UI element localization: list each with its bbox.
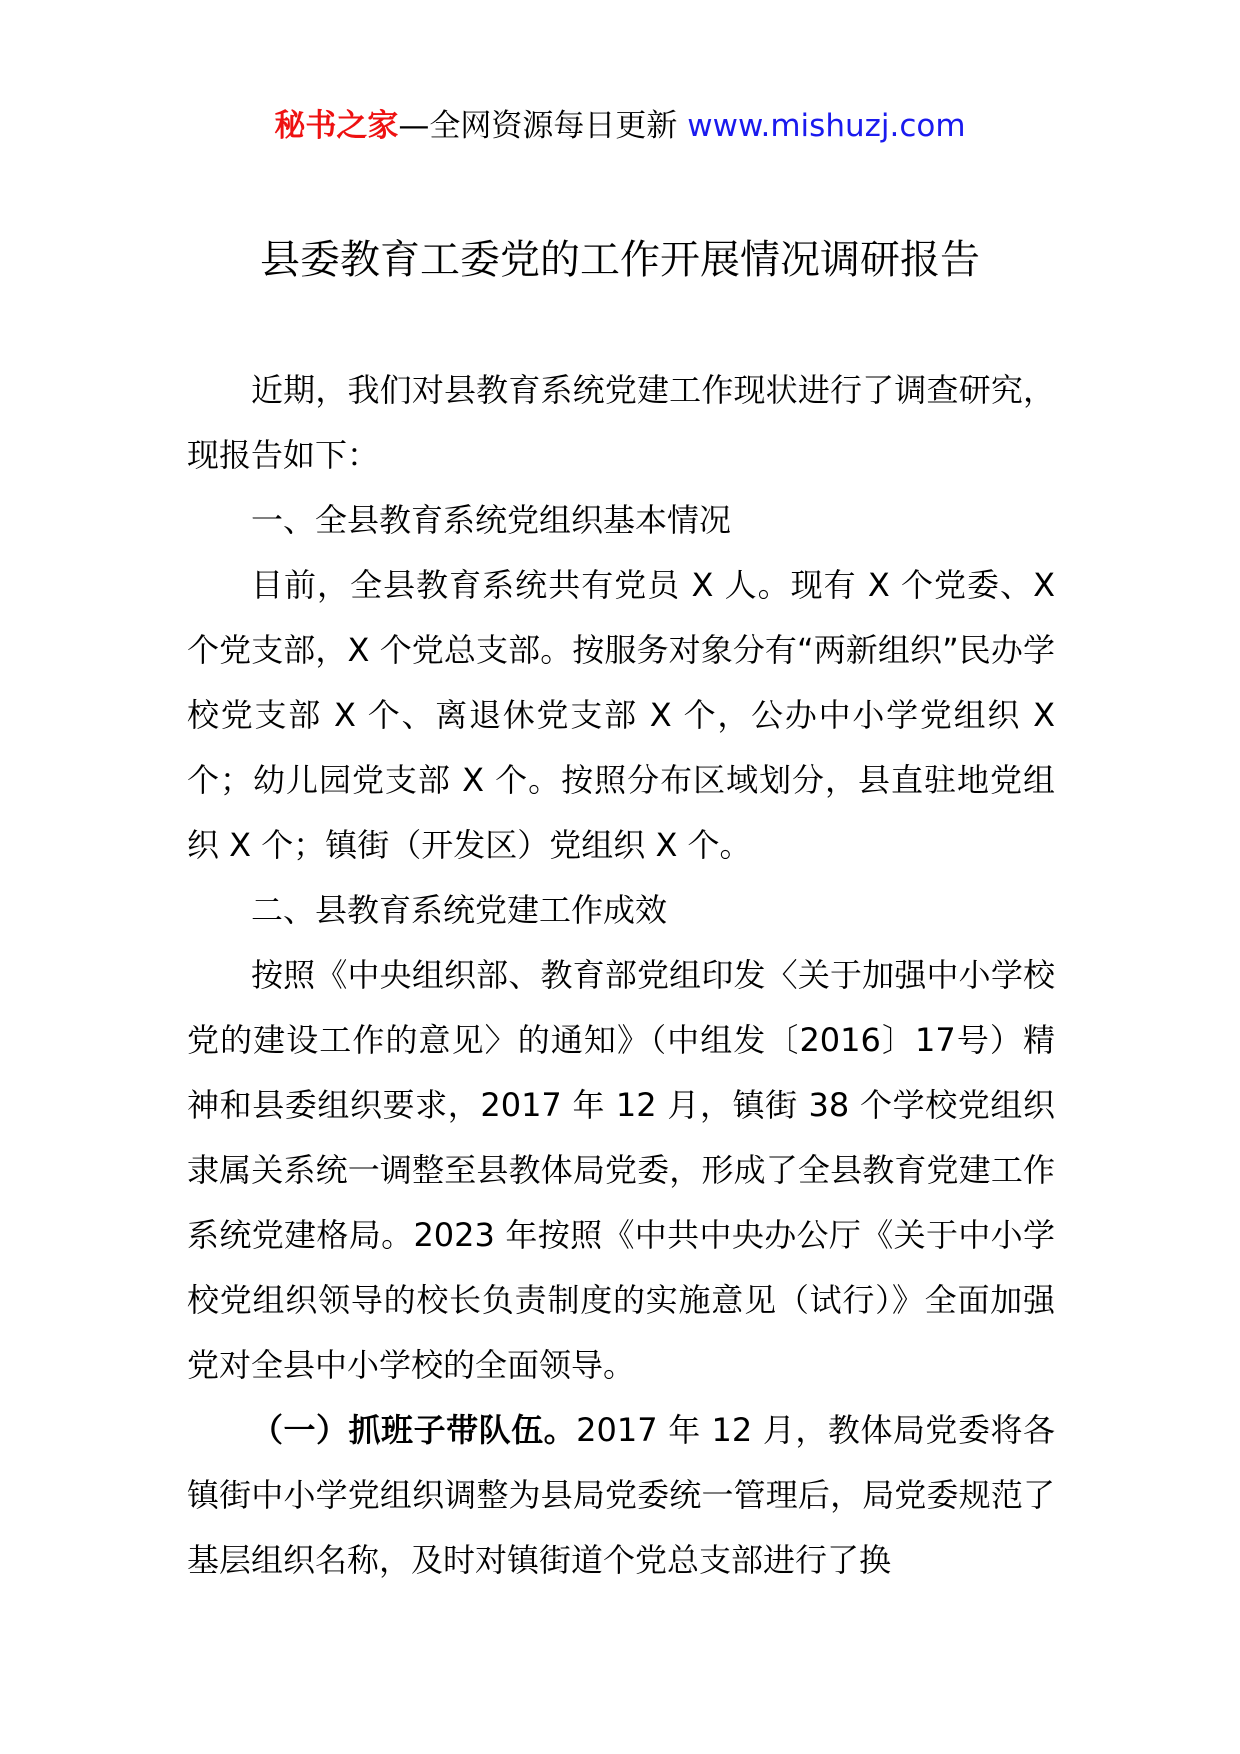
document-title: 县委教育工委党的工作开展情况调研报告 [260,237,980,283]
site-header [0,98,1240,154]
section-heading-1: 一、全县教育系统党组织基本情况 [251,501,732,539]
achievements-paragraph: 按照《中央组织部、教育部党组印发〈关于加强中小学校党的建设工作的意见〉的通知》（中组发〔2016〕17号）精神和县委组织要求，2017 年 12 月，镇街 38 个学校党组织隶属关系统一调整至县教体局党委，形成了全县教育党建工作系统党建格局。2023 年按照《中共中央办公厅《关于中小学校党组织领导的校长负责制度的实施意见（试行）》全面加强党对全县中小学校的全面领导。 [187,956,1055,1384]
site-brand: 秘书之家 [274,108,399,144]
subsection-heading-1: （一）抓班子带队伍。 [251,1411,577,1449]
section-heading-2: 二、县教育系统党建工作成效 [251,891,668,929]
subsection-paragraph-1: （一）抓班子带队伍。2017 年 12 月，教体局党委将各镇街中小学党组织调整为县局党委统一管理后，局党委规范了基层组织名称，及时对镇街道个党总支部进行了换 [187,1411,1055,1579]
site-url[interactable]: www.mishuzj.com [687,108,966,144]
intro-paragraph: 近期，我们对县教育系统党建工作现状进行了调查研究，现报告如下： [187,371,1055,474]
site-tagline: —全网资源每日更新 [398,108,678,144]
basic-situation-paragraph: 目前，全县教育系统共有党员 X 人。现有 X 个党委、X 个党支部，X 个党总支部。按服务对象分有“两新组织”民办学校党支部 X 个、离退休党支部 X 个，公办中小学党组织 X 个；幼儿园党支部 X 个。按照分布区域划分，县直驻地党组织 X 个；镇街（开发区）党组织 X 个。 [187,566,1055,864]
document-body [187,358,1055,1593]
